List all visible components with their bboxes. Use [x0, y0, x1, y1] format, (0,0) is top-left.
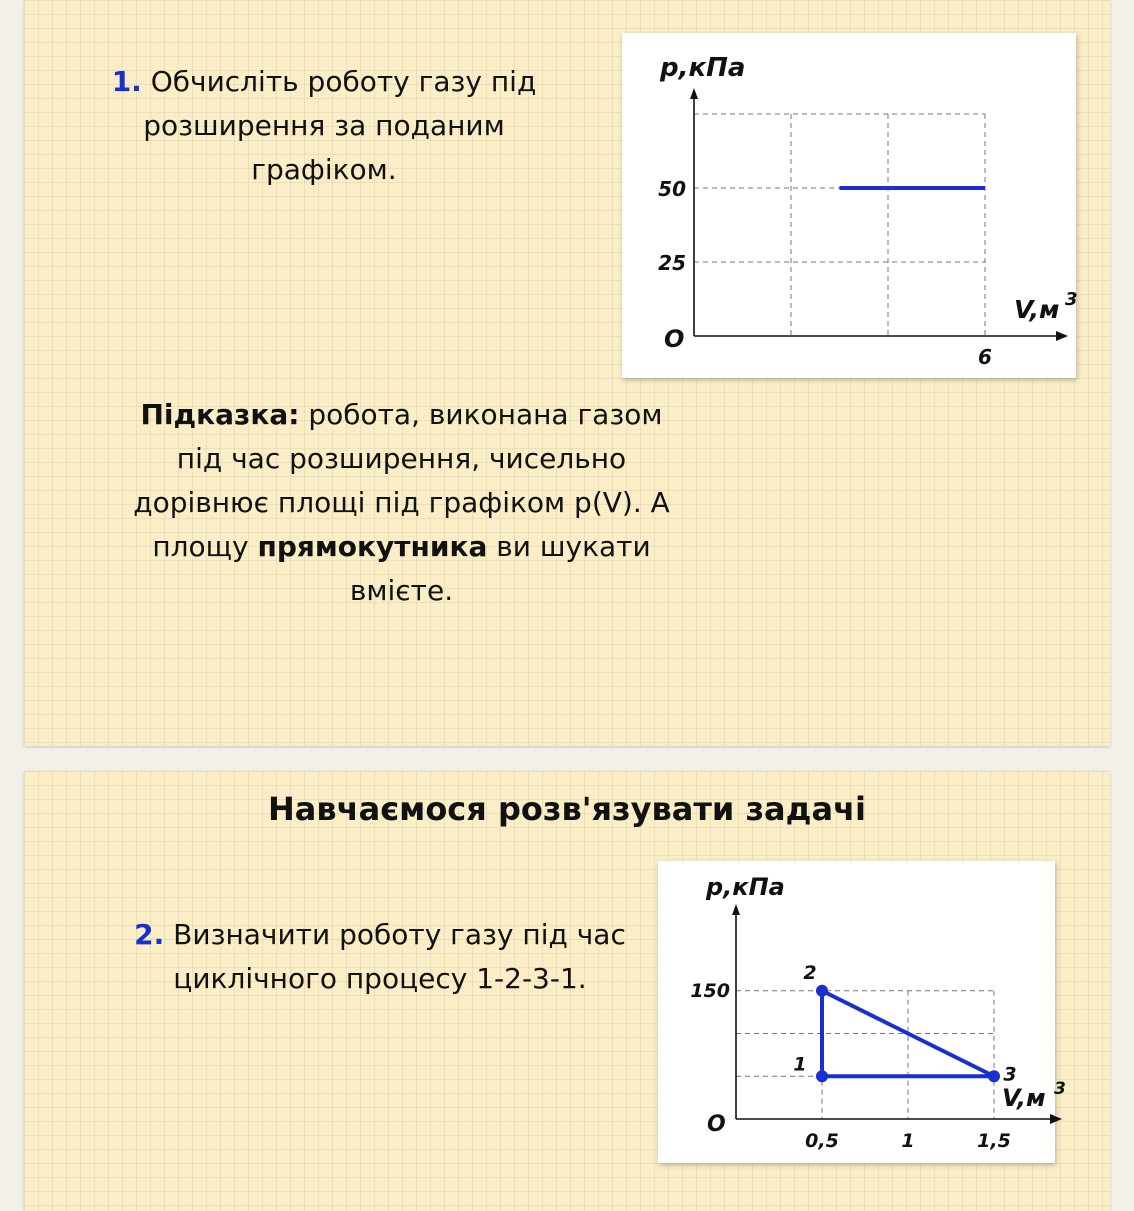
y-tick-label: 25	[658, 251, 686, 275]
hint-emphasis: прямокутника	[257, 530, 488, 563]
graph-1	[622, 33, 1076, 378]
task-2-text	[75, 913, 685, 1001]
x-tick-label: 1,5	[977, 1130, 1011, 1152]
x-axis-arrow	[1050, 1114, 1062, 1124]
state-point-label: 3	[1003, 1063, 1017, 1086]
task-1-text	[84, 60, 564, 192]
origin-label: O	[664, 325, 685, 353]
graph-2-svg	[658, 861, 1066, 1163]
state-point-label: 2	[803, 961, 817, 984]
state-point	[816, 985, 828, 997]
x-tick-label: 6	[978, 345, 992, 369]
x-axis-label-sup: 3	[1054, 1079, 1066, 1099]
graph-1-svg	[622, 33, 1076, 378]
hint-label: Підказка:	[140, 398, 300, 431]
y-axis-arrow	[690, 88, 698, 99]
graph-2	[658, 861, 1066, 1163]
hint-body: робота, виконана газом під час розширення, чисельно дорівнює площі під графіком p(V). А площу	[133, 398, 670, 563]
task-2-number: 2.	[134, 918, 165, 951]
task-2-body: Визначити роботу газу під час циклічного процесу 1-2-3-1.	[173, 918, 626, 995]
x-axis-label-sup: 3	[1065, 289, 1078, 310]
x-axis-arrow	[1056, 331, 1068, 341]
y-tick-label: 150	[690, 979, 730, 1002]
origin-label: O	[707, 1112, 726, 1137]
state-point	[816, 1070, 828, 1082]
x-tick-label: 1	[901, 1130, 915, 1152]
y-axis-label: p,кПа	[660, 53, 746, 83]
y-axis-arrow	[732, 904, 740, 915]
slide-1	[24, 0, 1110, 746]
hint-text	[114, 393, 689, 613]
state-point	[988, 1070, 1000, 1082]
slide-2-title: Навчаємося розв'язувати задачі	[268, 790, 866, 828]
task-1-body: Обчисліть роботу газу під розширення за поданим графіком.	[143, 65, 537, 186]
hint-tail: ви шукати вмієте.	[349, 530, 651, 607]
x-axis-label: V,м	[1014, 295, 1060, 324]
x-axis-label: V,м	[1002, 1084, 1046, 1112]
y-tick-label: 50	[658, 177, 686, 201]
state-point-label: 1	[793, 1053, 807, 1076]
x-tick-label: 0,5	[805, 1130, 839, 1152]
y-axis-label: p,кПа	[706, 873, 785, 901]
task-1-number: 1.	[111, 65, 142, 98]
